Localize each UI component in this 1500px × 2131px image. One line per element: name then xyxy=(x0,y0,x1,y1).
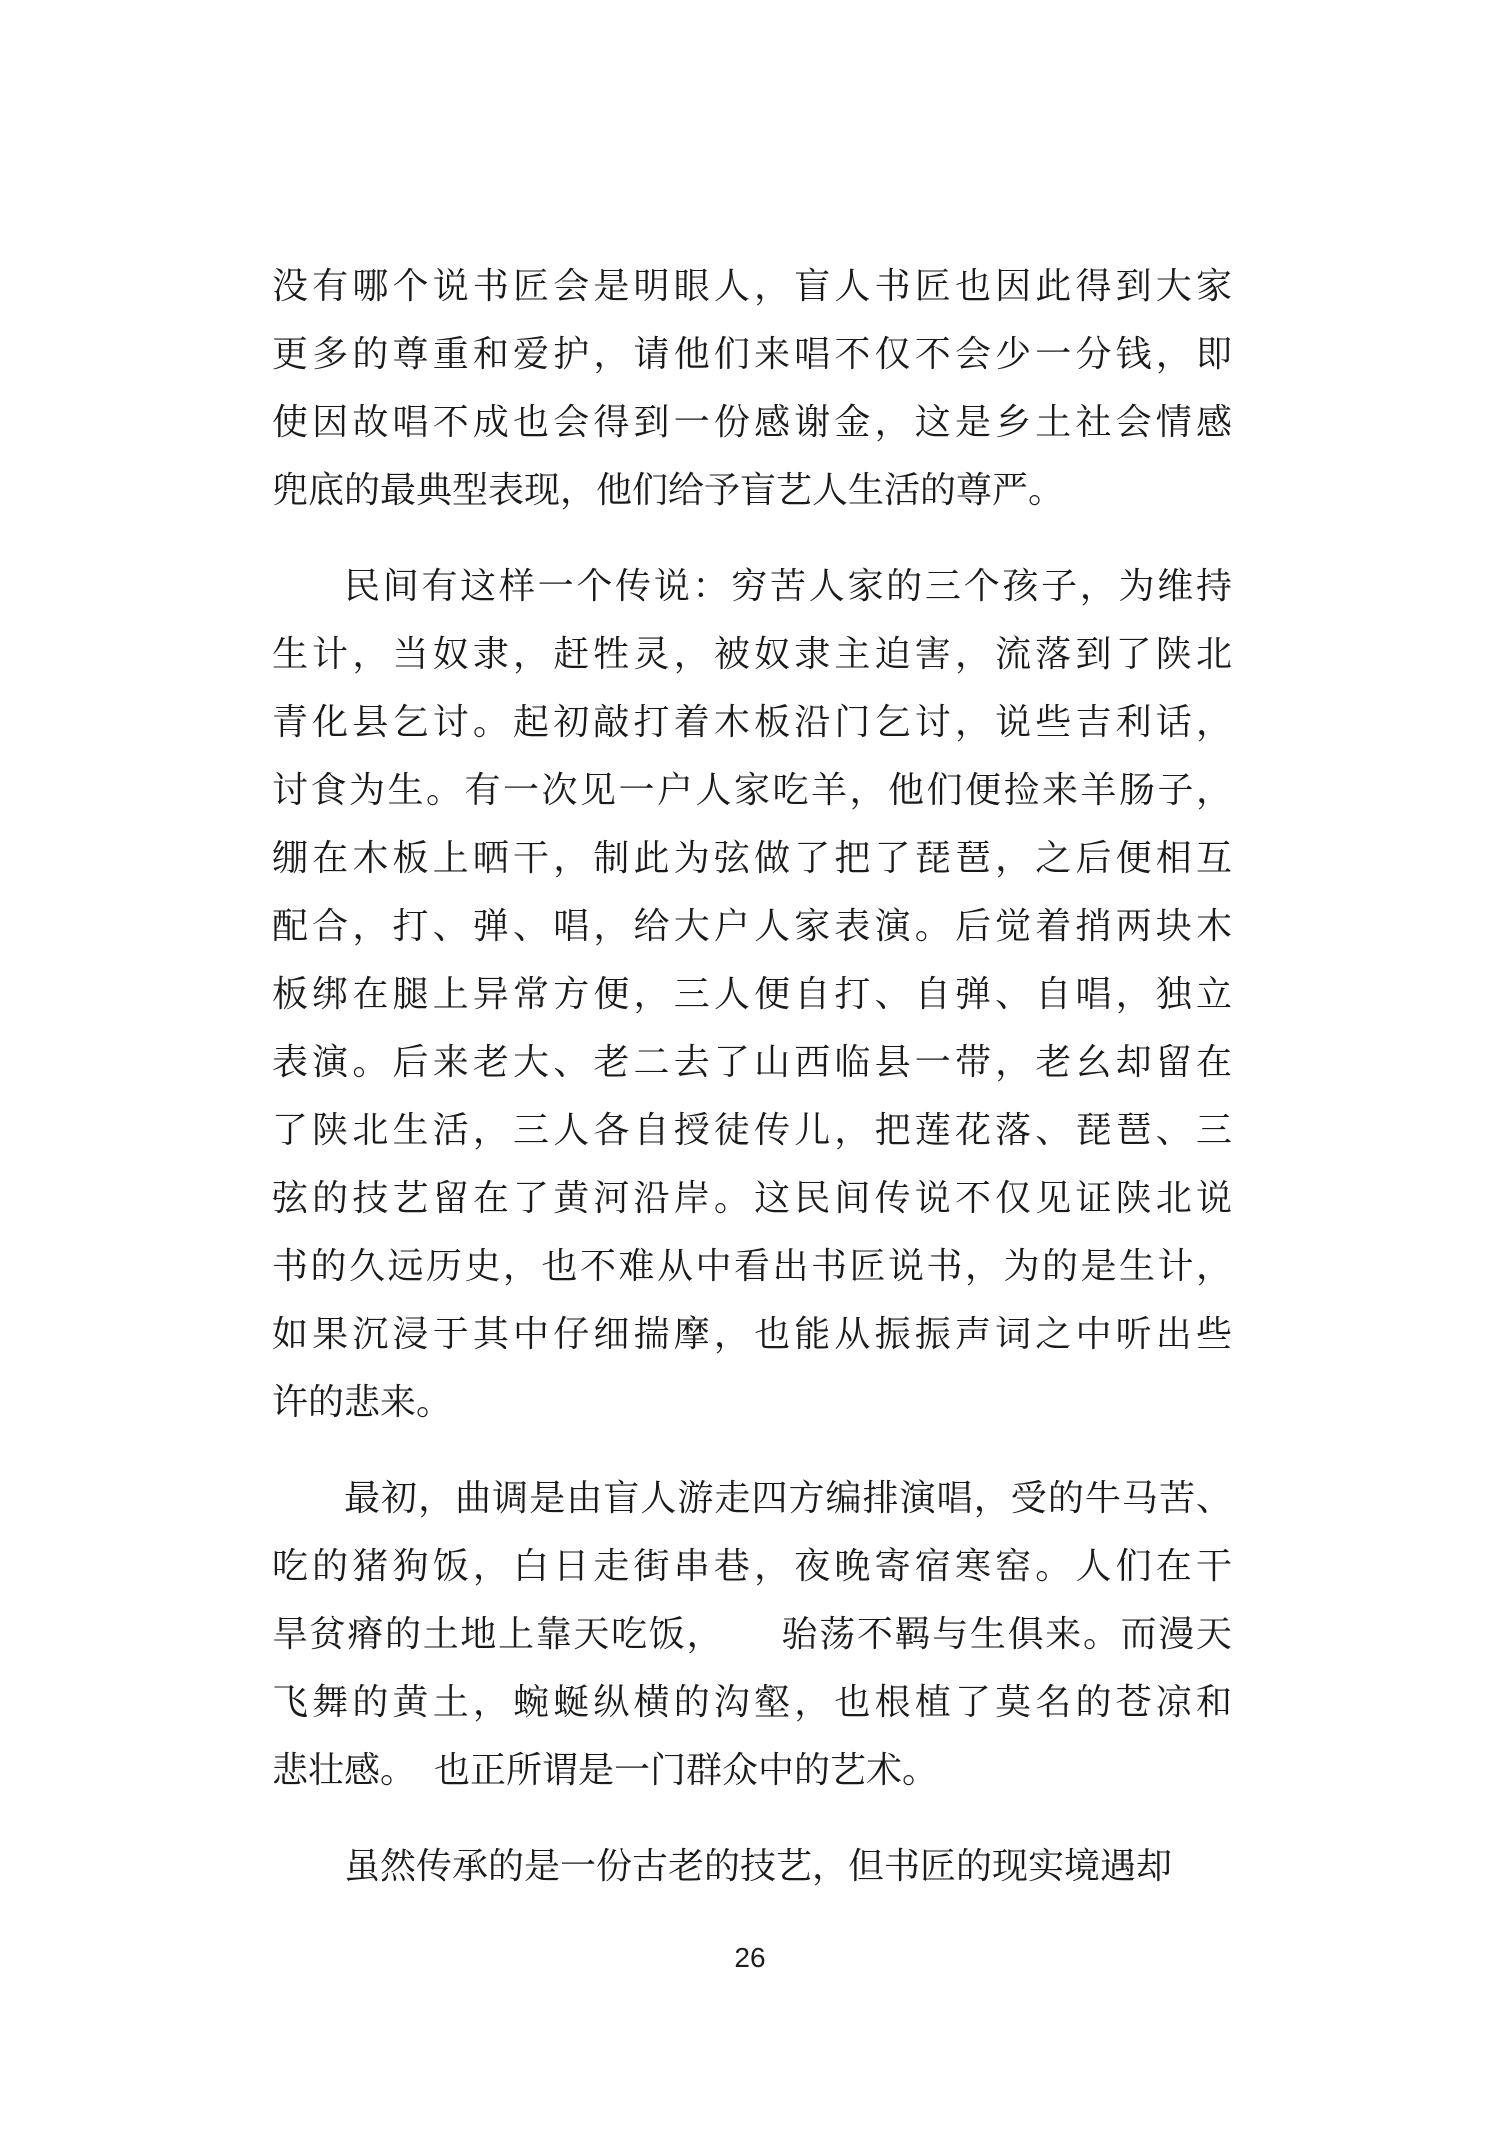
page-number: 26 xyxy=(734,1942,766,1973)
text-line: 生计，当奴隶，赶牲灵，被奴隶主迫害，流落到了陕北 xyxy=(272,634,1232,674)
text-line: 如果沉浸于其中仔细揣摩，也能从振振声词之中听出些 xyxy=(272,1314,1232,1354)
paragraph xyxy=(272,1832,1232,1900)
text-line: 了陕北生活，三人各自授徒传儿，把莲花落、琵琶、三 xyxy=(272,1110,1232,1150)
text-line: 书的久远历史，也不难从中看出书匠说书，为的是生计， xyxy=(272,1246,1232,1286)
text-line: 绷在木板上晒干，制此为弦做了把了琵琶，之后便相互 xyxy=(272,838,1232,878)
paragraph xyxy=(272,252,1232,524)
text-line: 民间有这样一个传说：穷苦人家的三个孩子，为维持 xyxy=(344,566,1232,606)
text-line: 弦的技艺留在了黄河沿岸。这民间传说不仅见证陕北说 xyxy=(272,1178,1232,1218)
text-line: 青化县乞讨。起初敲打着木板沿门乞讨，说些吉利话， xyxy=(272,702,1232,742)
text-line: 兜底的最典型表现，他们给予盲艺人生活的尊严。 xyxy=(272,470,1065,510)
text-line: 使因故唱不成也会得到一份感谢金，这是乡土社会情感 xyxy=(272,402,1232,442)
text-line: 板绑在腿上异常方便，三人便自打、自弹、自唱，独立 xyxy=(272,974,1232,1014)
paragraph xyxy=(272,552,1232,1436)
text-line: 吃的猪狗饭，白日走街串巷，夜晚寄宿寒窑。人们在干 xyxy=(272,1546,1232,1586)
text-line: 悲壮感。 也正所谓是一门群众中的艺术。 xyxy=(272,1750,939,1790)
text-body xyxy=(272,252,1232,1900)
text-line: 虽然传承的是一份古老的技艺，但书匠的现实境遇却 xyxy=(344,1846,1173,1886)
text-line: 旱贫瘠的土地上靠天吃饭， 骀荡不羁与生俱来。而漫天 xyxy=(272,1614,1232,1654)
text-line: 没有哪个说书匠会是明眼人，盲人书匠也因此得到大家 xyxy=(272,266,1232,306)
paragraph xyxy=(272,1464,1232,1804)
text-line: 更多的尊重和爱护，请他们来唱不仅不会少一分钱，即 xyxy=(272,334,1232,374)
text-line: 配合，打、弹、唱，给大户人家表演。后觉着捎两块木 xyxy=(272,906,1232,946)
text-line: 讨食为生。有一次见一户人家吃羊，他们便捡来羊肠子， xyxy=(272,770,1232,810)
text-line: 许的悲来。 xyxy=(272,1382,453,1422)
text-line: 表演。后来老大、老二去了山西临县一带，老幺却留在 xyxy=(272,1042,1232,1082)
text-line: 最初，曲调是由盲人游走四方编排演唱，受的牛马苦、 xyxy=(344,1478,1232,1518)
text-line: 飞舞的黄土，蜿蜒纵横的沟壑，也根植了莫名的苍凉和 xyxy=(272,1682,1232,1722)
